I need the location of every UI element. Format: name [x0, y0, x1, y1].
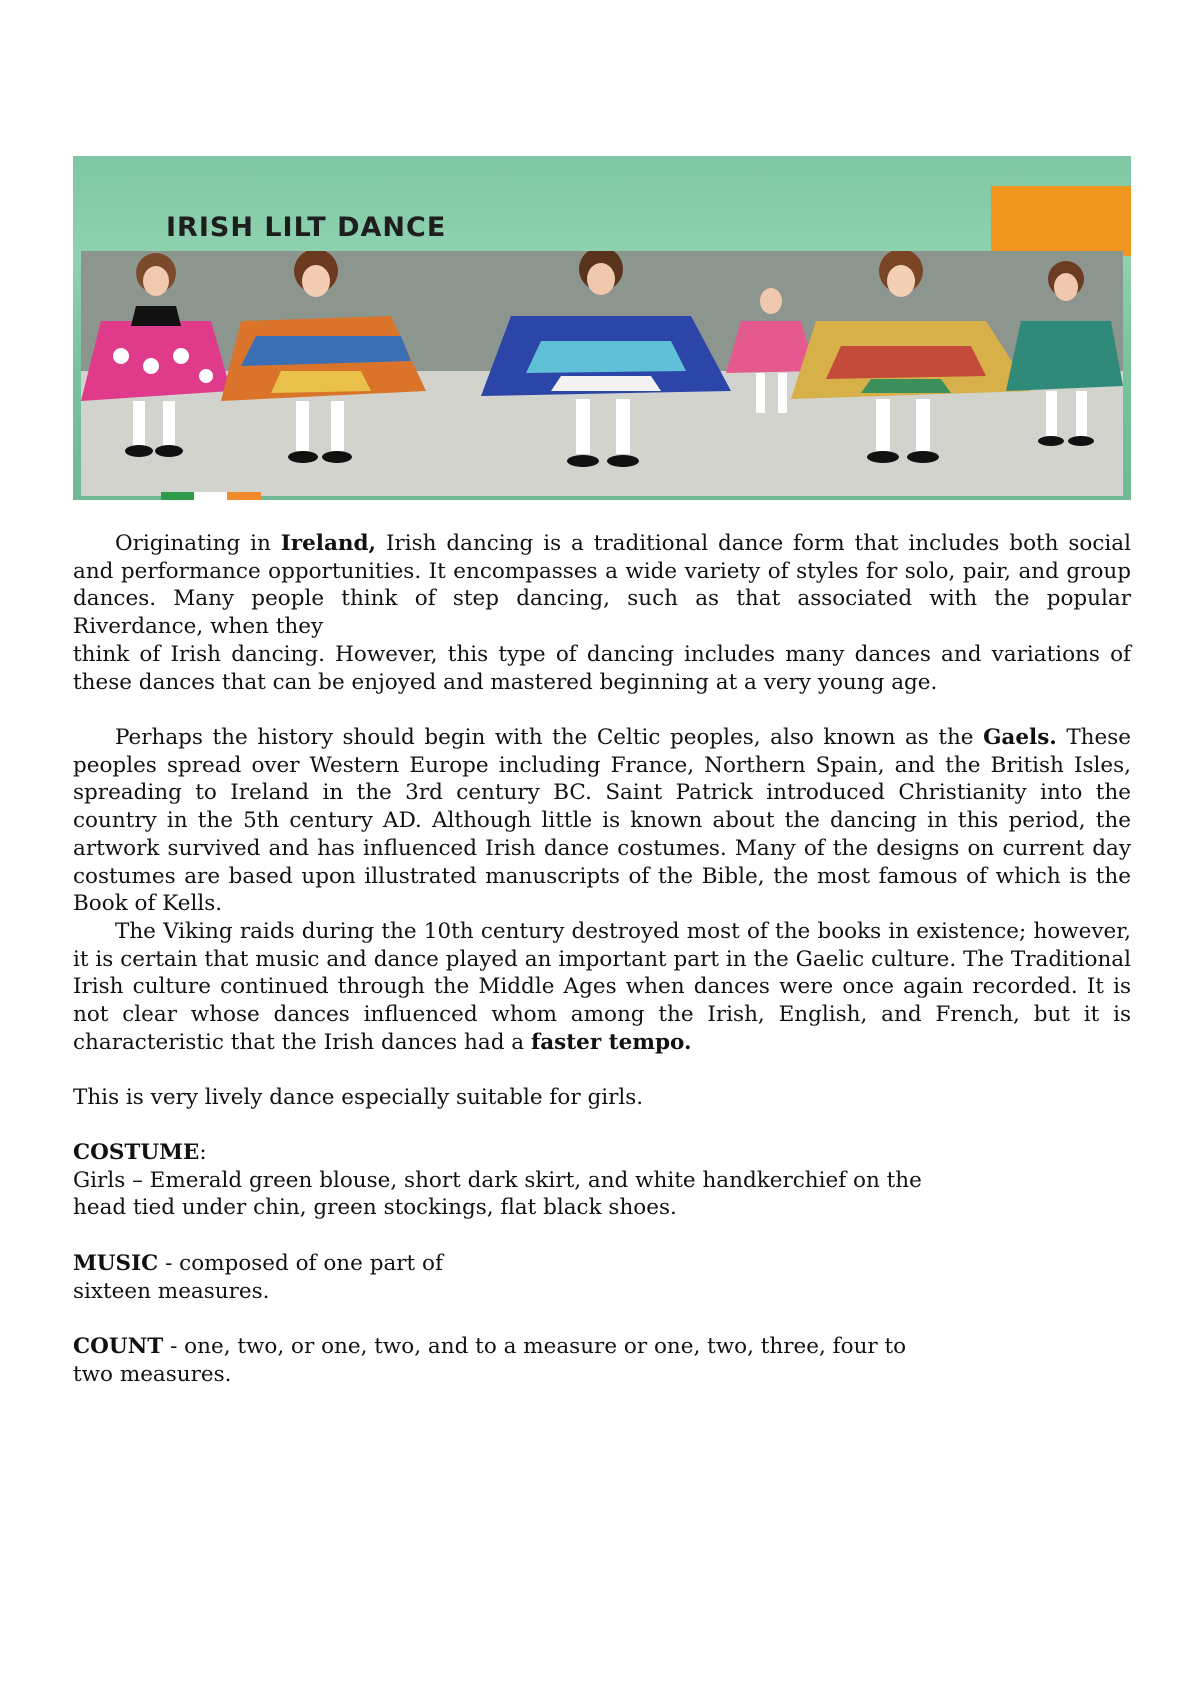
p3-text-a: The Viking raids during the 10th century destroyed most of the books in existence; however, it is certain that music and dance played an important part in the Gaelic culture. The Traditional Irish culture continued through the Middle Ages when dances were once again recorded. It is not clear whose dances influenced whom among the Irish, English, and French, but it is characteristic that the Irish dances had a — [73, 919, 1131, 1055]
paragraph-lively: This is very lively dance especially suitable for girls. — [73, 1085, 644, 1110]
p2-bold-gaels: Gaels. — [983, 725, 1057, 750]
p2-text-c: These peoples spread over Western Europe including France, Northern Spain, and the British Isles, spreading to Ireland in the 3rd century BC. Saint Patrick introduced Christianity into the country in the 5th century AD. Although little is known about the dancing in this period, the artwork survived and has influenced Irish dance costumes. Many of the designs on current day costumes are based upon illustrated manuscripts of the Bible, the most famous of which is the Book of Kells. — [73, 725, 1131, 917]
section-costume — [73, 1139, 1131, 1222]
paragraph-origin — [73, 530, 1131, 641]
p2-text-a: Perhaps the history should begin with the Celtic peoples, also known as the — [115, 725, 984, 750]
p1-text-d: think of Irish dancing. However, this type of dancing includes many dances and variations of these dances that can be enjoyed and mastered beginning at a very young age. — [73, 642, 1131, 695]
music-label: MUSIC — [73, 1251, 159, 1276]
p3-bold-tempo: faster tempo. — [530, 1029, 692, 1055]
section-music — [73, 1250, 1131, 1305]
banner-title: IRISH LILT DANCE — [166, 212, 447, 243]
p1-text-a: Originating in — [115, 531, 281, 556]
count-line-1: - one, two, or one, two, and to a measure or one, two, three, four to — [163, 1334, 907, 1359]
costume-line-1: Girls – Emerald green blouse, short dark skirt, and white handkerchief on the — [73, 1167, 922, 1193]
p1-bold-ireland: Ireland, — [280, 531, 377, 556]
costume-line-2: head tied under chin, green stockings, flat black shoes. — [73, 1195, 677, 1221]
orange-accent-box — [991, 186, 1131, 256]
costume-label: COSTUME — [73, 1140, 200, 1165]
p1-text-c: Irish dancing is a traditional dance form that includes both social and performance opportunities. It encompasses a wide variety of styles for solo, pair, and group dances. Many people think of step dancing, such as that associated with the popular Riverdance, when they — [73, 531, 1131, 640]
section-count — [73, 1333, 1131, 1388]
banner — [73, 156, 1131, 500]
paragraph-history — [73, 724, 1131, 918]
count-line-2: two measures. — [73, 1361, 232, 1387]
count-label: COUNT — [73, 1334, 164, 1359]
music-line-1: - composed of one part of — [158, 1251, 443, 1276]
dancers-photo — [81, 251, 1123, 496]
flag-strip — [161, 492, 261, 500]
paragraph-origin-continued — [73, 641, 1131, 696]
costume-colon: : — [199, 1140, 207, 1165]
paragraph-viking — [73, 918, 1131, 1057]
music-line-2: sixteen measures. — [73, 1278, 270, 1304]
dancers-illustration — [81, 251, 1123, 496]
